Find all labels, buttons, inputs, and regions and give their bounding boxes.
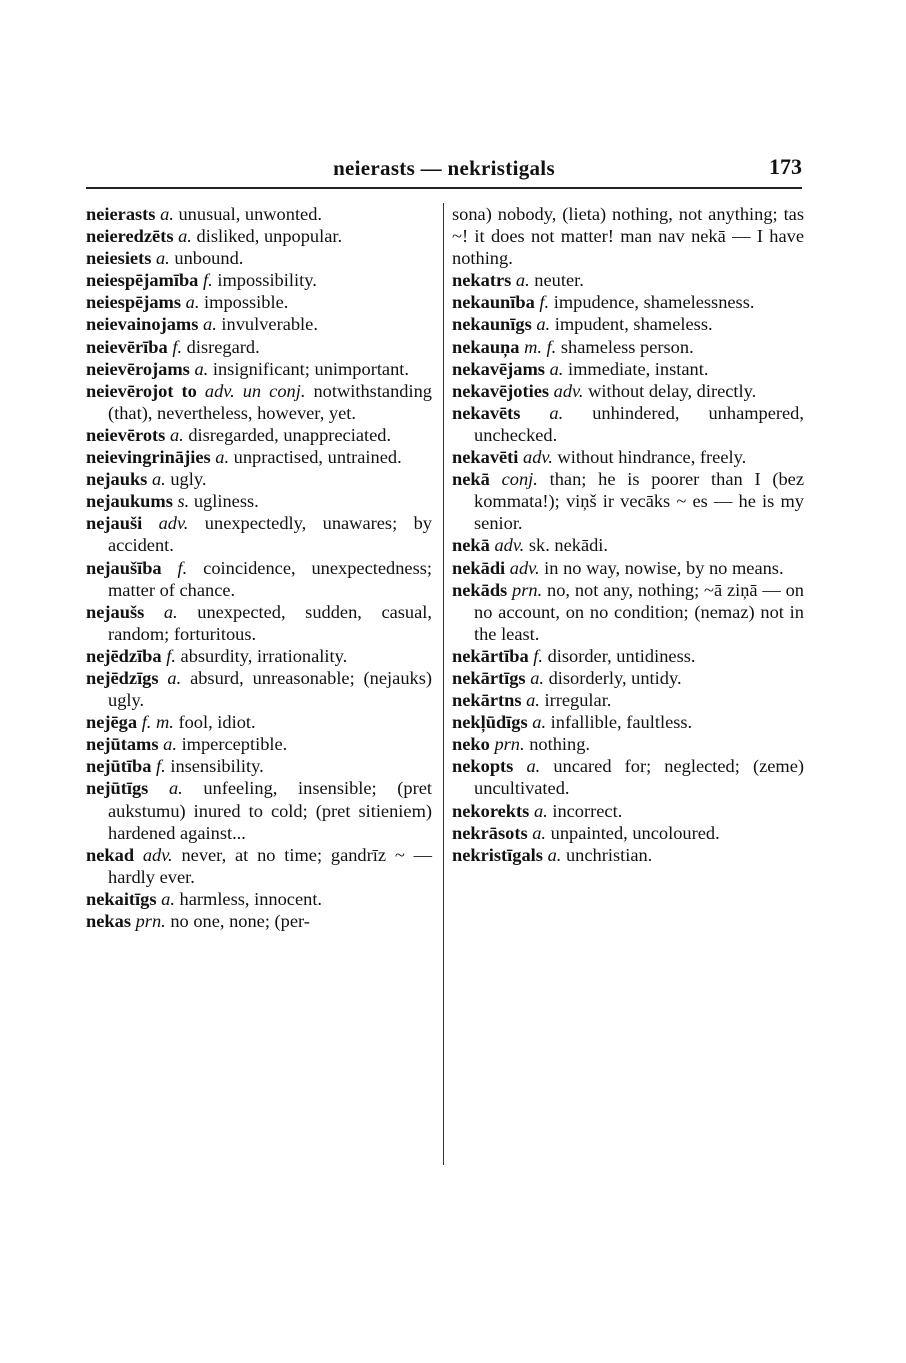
dictionary-entry — [452, 689, 804, 711]
entry-definition: irregular. — [544, 690, 612, 711]
entry-part-of-speech: a. — [215, 447, 230, 468]
dictionary-entry — [452, 733, 804, 755]
entry-part-of-speech: a. — [155, 248, 170, 269]
entry-definition: insensibility. — [170, 756, 264, 777]
entry-headword: nekavējams — [452, 358, 545, 379]
entry-headword: neievērība — [86, 336, 168, 357]
entry-part-of-speech: a. — [203, 314, 217, 335]
entry-headword: nejauši — [86, 513, 143, 534]
entry-part-of-speech: a. — [526, 690, 540, 711]
dictionary-entry — [452, 557, 804, 579]
entry-definition: never, at no time; gandrīz ~ — hardly ever. — [108, 844, 432, 887]
dictionary-entry — [452, 291, 804, 313]
entry-definition: sona) nobody, (lieta) nothing, not anything; tas ~! it does not matter! man nav nekā — I have nothing. — [452, 204, 804, 269]
entry-headword: nekāds — [452, 579, 508, 600]
entry-headword: nekad — [86, 844, 135, 865]
entry-headword: neiespējams — [86, 292, 182, 313]
entry-part-of-speech: a. — [194, 358, 209, 379]
entry-part-of-speech: f. m. — [141, 712, 174, 733]
dictionary-entry — [452, 755, 804, 799]
dictionary-entry — [452, 358, 804, 380]
entry-part-of-speech: f. — [166, 645, 176, 666]
dictionary-entry — [86, 446, 432, 468]
dictionary-entry — [86, 291, 432, 313]
entry-definition: disregarded, unappreciated. — [188, 424, 392, 445]
dictionary-entry — [86, 247, 432, 269]
entry-definition: unfeeling, insensible; (pret aukstumu) inured to cold; (pret sitieniem) hardened against... — [108, 778, 432, 843]
dictionary-entry — [86, 733, 432, 755]
entry-part-of-speech: prn. — [494, 734, 525, 755]
entry-headword: neko — [452, 734, 490, 755]
dictionary-entry — [452, 844, 804, 866]
dictionary-entry — [86, 910, 432, 932]
right-column — [452, 203, 804, 866]
dictionary-entry — [86, 336, 432, 358]
dictionary-entry — [452, 380, 804, 402]
dictionary-entry — [86, 888, 432, 910]
entry-headword: nekopts — [452, 756, 514, 777]
dictionary-entry — [452, 822, 804, 844]
entry-headword: neiesiets — [86, 248, 152, 269]
entry-headword: nekavēts — [452, 402, 521, 423]
entry-part-of-speech: f. — [533, 645, 543, 666]
entry-definition: impudent, shameless. — [554, 314, 713, 335]
entry-definition: invulverable. — [221, 314, 318, 335]
entry-definition: no one, none; (per- — [170, 911, 310, 931]
entry-definition: insignificant; unimportant. — [212, 358, 409, 379]
entry-definition: unbound. — [174, 248, 244, 269]
entry-headword: nekas — [86, 911, 131, 931]
entry-headword: nejūtība — [86, 756, 152, 777]
entry-part-of-speech: a. — [515, 270, 530, 291]
entry-definition: fool, idiot. — [178, 712, 256, 733]
entry-definition: uncared for; neglected; (zeme) uncultivated. — [474, 756, 804, 799]
entry-headword: nekļūdīgs — [452, 712, 528, 733]
entry-part-of-speech: a. — [168, 778, 183, 799]
entry-headword: nejaušība — [86, 557, 162, 578]
dictionary-entry — [452, 667, 804, 689]
entry-headword: neievingrinājies — [86, 447, 211, 468]
entry-part-of-speech: a. — [185, 292, 200, 313]
entry-definition: disorderly, untidy. — [548, 667, 682, 688]
entry-definition: impudence, shamelessness. — [553, 292, 755, 313]
entry-part-of-speech: a. — [549, 358, 564, 379]
entry-part-of-speech: m. f. — [524, 336, 557, 357]
entry-headword: nekaitīgs — [86, 888, 157, 909]
entry-headword: neieredzēts — [86, 226, 174, 247]
entry-part-of-speech: a. — [549, 402, 564, 423]
entry-part-of-speech: a. — [178, 226, 192, 247]
entry-headword: nejaušs — [86, 601, 145, 622]
entry-definition: impossible. — [204, 292, 289, 313]
entry-definition: immediate, instant. — [567, 358, 709, 379]
entry-part-of-speech: adv. un conj. — [204, 380, 306, 401]
page-number: 173 — [769, 154, 802, 179]
entry-headword: nekārtība — [452, 645, 529, 666]
dictionary-entry — [86, 667, 432, 711]
entry-headword: nekādi — [452, 557, 506, 578]
entry-part-of-speech: a. — [169, 424, 184, 445]
dictionary-entry — [452, 468, 804, 534]
dictionary-entry — [452, 800, 804, 822]
entry-definition: coincidence, unexpectedness; matter of chance. — [108, 557, 432, 600]
entry-definition: than; he is poorer than I (bez kommata!); viņš ir vecāks ~ es — he is my senior. — [474, 469, 804, 534]
entry-headword: nejauks — [86, 469, 148, 490]
page-header — [86, 150, 802, 190]
dictionary-entry — [86, 557, 432, 601]
entry-headword: neievainojams — [86, 314, 199, 335]
entry-definition: unhindered, unhampered, unchecked. — [474, 402, 804, 445]
entry-part-of-speech: a. — [161, 888, 175, 909]
entry-definition: disliked, unpopular. — [196, 226, 343, 247]
entry-part-of-speech: a. — [547, 844, 562, 865]
entry-part-of-speech: adv. — [494, 535, 525, 556]
entry-part-of-speech: f. — [177, 557, 188, 578]
entry-headword: nekristīgals — [452, 844, 543, 865]
entry-headword: nekā — [452, 535, 490, 556]
entry-part-of-speech: a. — [530, 667, 544, 688]
dictionary-entry — [452, 402, 804, 446]
entry-headword: neiespējamība — [86, 270, 199, 291]
entry-headword: neievērots — [86, 424, 166, 445]
entry-headword: nekaunīgs — [452, 314, 532, 335]
entry-definition: impossibility. — [217, 270, 317, 291]
entry-headword: nekavējoties — [452, 380, 550, 401]
entry-headword: neievērojot to — [86, 380, 197, 401]
entry-definition: ugly. — [170, 469, 207, 490]
entry-part-of-speech: s. — [177, 491, 190, 512]
dictionary-entry — [452, 534, 804, 556]
entry-definition: unpractised, untrained. — [233, 447, 402, 468]
entry-part-of-speech: f. — [156, 756, 166, 777]
dictionary-entry — [86, 225, 432, 247]
entry-definition: nothing. — [529, 734, 590, 755]
dictionary-entry — [452, 313, 804, 335]
entry-part-of-speech: a. — [167, 667, 182, 688]
entry-definition: imperceptible. — [181, 734, 288, 755]
dictionary-entry — [86, 269, 432, 291]
entry-headword: nekārtīgs — [452, 667, 526, 688]
entry-part-of-speech: a. — [536, 314, 551, 335]
entry-headword: neierasts — [86, 204, 156, 224]
entry-part-of-speech: f. — [203, 270, 213, 291]
dictionary-entry — [86, 844, 432, 888]
entry-headword: nekrāsots — [452, 822, 528, 843]
dictionary-entry — [86, 380, 432, 424]
entry-part-of-speech: prn. — [135, 911, 166, 931]
entry-definition: shameless person. — [560, 336, 694, 357]
dictionary-entry — [86, 755, 432, 777]
dictionary-entry — [452, 446, 804, 468]
entry-headword: nejūtams — [86, 734, 159, 755]
entry-definition: absurdity, irrationality. — [180, 645, 348, 666]
entry-part-of-speech: adv. — [142, 844, 173, 865]
dictionary-entry — [86, 601, 432, 645]
entry-definition: harmless, innocent. — [179, 888, 323, 909]
entry-definition: unusual, unwonted. — [178, 204, 323, 224]
dictionary-entry — [86, 358, 432, 380]
entry-headword: nejaukums — [86, 491, 173, 512]
entry-part-of-speech: f. — [539, 292, 550, 313]
entry-definition: unchristian. — [565, 844, 653, 865]
dictionary-entry — [452, 336, 804, 358]
running-head: neierasts — nekristigals — [333, 156, 555, 180]
entry-definition: neuter. — [534, 270, 584, 291]
entry-part-of-speech: a. — [526, 756, 541, 777]
entry-headword: nekatrs — [452, 270, 512, 291]
entry-part-of-speech: a. — [163, 601, 178, 622]
entry-definition: absurd, unreasonable; (nejauks) ugly. — [108, 667, 432, 711]
entry-part-of-speech: conj. — [501, 469, 538, 490]
entry-part-of-speech: a. — [532, 712, 547, 733]
column-divider — [443, 203, 444, 1165]
dictionary-entry — [86, 313, 432, 335]
entry-definition: in no way, nowise, by no means. — [544, 557, 784, 578]
entry-definition: without hindrance, freely. — [557, 447, 747, 468]
entry-part-of-speech: a. — [163, 734, 177, 755]
dictionary-entry — [86, 711, 432, 733]
entry-definition: disorder, untidiness. — [547, 645, 696, 666]
entry-definition: incorrect. — [552, 800, 623, 821]
entry-definition: unpainted, uncoloured. — [550, 822, 720, 843]
dictionary-entry — [452, 579, 804, 645]
entry-part-of-speech: adv. — [158, 513, 189, 534]
dictionary-entry — [86, 645, 432, 667]
dictionary-entry — [452, 711, 804, 733]
entry-headword: neievērojams — [86, 358, 190, 379]
entry-part-of-speech: prn. — [512, 579, 543, 600]
header-rule — [86, 187, 802, 189]
entry-part-of-speech: adv. — [509, 557, 540, 578]
dictionary-entry — [86, 512, 432, 556]
entry-definition: infallible, faultless. — [550, 712, 693, 733]
entry-headword: nekorekts — [452, 800, 530, 821]
entry-definition: unexpectedly, unawares; by accident. — [108, 513, 432, 556]
entry-headword: nekauņa — [452, 336, 520, 357]
entry-headword: nejūtīgs — [86, 778, 149, 799]
entry-definition: unexpected, sudden, casual, random; forturitous. — [108, 601, 432, 644]
entry-part-of-speech: adv. — [553, 380, 584, 401]
entry-headword: nejēdzība — [86, 645, 162, 666]
entry-headword: nejēdzīgs — [86, 667, 159, 688]
entry-definition: disregard. — [186, 336, 260, 357]
entry-definition: sk. nekādi. — [528, 535, 609, 556]
entry-part-of-speech: adv. — [523, 447, 553, 468]
entry-part-of-speech: f. — [172, 336, 183, 357]
dictionary-entry — [86, 490, 432, 512]
dictionary-entry — [86, 424, 432, 446]
entry-definition: no, not any, nothing; ~ā ziņā — on no account, on no condition; (nemaz) not in the least. — [474, 579, 804, 644]
dictionary-entry — [86, 468, 432, 490]
entry-definition: notwithstanding (that), nevertheless, however, yet. — [108, 380, 432, 423]
dictionary-entry — [452, 269, 804, 291]
entry-headword: nekaunība — [452, 292, 535, 313]
left-column — [86, 203, 432, 932]
entry-headword: nekavēti — [452, 447, 519, 468]
entry-headword: nekārtns — [452, 690, 522, 711]
entry-definition: without delay, directly. — [588, 380, 757, 401]
dictionary-entry — [452, 203, 804, 269]
entry-part-of-speech: a. — [151, 469, 166, 490]
entry-part-of-speech: a. — [160, 204, 174, 224]
entry-headword: nekā — [452, 469, 490, 490]
entry-headword: nejēga — [86, 712, 138, 733]
entry-part-of-speech: a. — [532, 822, 547, 843]
dictionary-entry — [452, 645, 804, 667]
dictionary-entry — [86, 203, 432, 225]
dictionary-entry — [86, 777, 432, 843]
entry-definition: ugliness. — [193, 491, 259, 512]
entry-part-of-speech: a. — [533, 800, 548, 821]
